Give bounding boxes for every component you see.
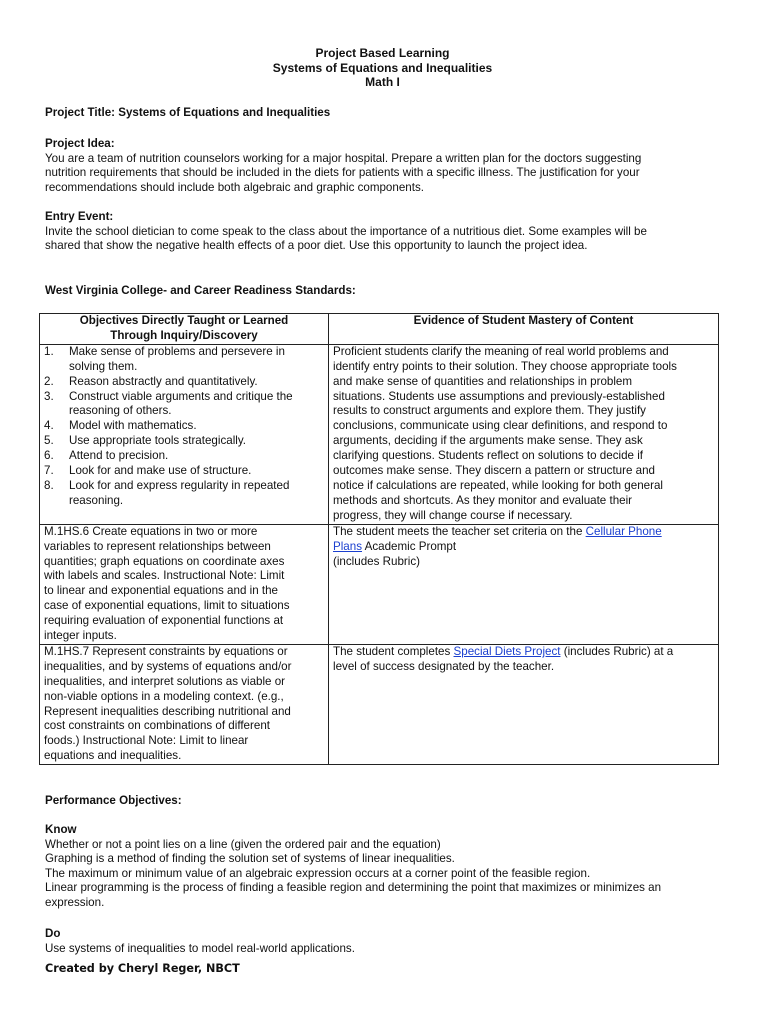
know-section [45,823,720,911]
list-item [44,449,324,464]
evidence-column-header [329,314,719,345]
item-text: Attend to precision. [69,449,169,463]
evidence-line: outcomes make sense. They discern a pattern or structure and [333,464,655,478]
evidence-text: The student meets the teacher set criteria on the [333,524,586,538]
evidence-cell [329,644,719,764]
evidence-line: conclusions, communicate using clear definitions, and respond to [333,419,668,433]
evidence-line: methods and shortcuts. As they monitor and evaluate their [333,493,633,507]
do-section [45,927,720,956]
header-text: Through Inquiry/Discovery [110,328,258,342]
performance-objectives-heading: Performance Objectives: [45,794,182,807]
objective-line: to linear and exponential equations and in the [44,584,278,598]
objective-line: inequalities, and interpret solutions as viable or [44,674,286,688]
list-item [44,479,324,509]
list-item [44,434,324,449]
item-number: 2. [44,374,54,388]
standards-table [39,313,719,765]
document-header [45,46,720,90]
evidence-line: and make sense of quantities and relationships in problem [333,374,633,388]
practice-standards-list [44,345,324,509]
item-text: Make sense of problems and persevere in [69,344,285,358]
entry-event-heading: Entry Event: [45,210,114,223]
evidence-line [333,525,714,540]
item-number: 4. [44,419,54,433]
item-number: 5. [44,434,54,448]
project-title: Project Title: Systems of Equations and Inequalities [45,106,331,119]
objective-line: inequalities, and by systems of equations and/or [44,659,292,673]
objective-line: with labels and scales. Instructional Note: Limit [44,569,285,583]
item-number: 6. [44,449,54,463]
table-row [40,524,719,644]
evidence-line: clarifying questions. Students reflect on solutions to decide if [333,449,643,463]
standards-heading: West Virginia College- and Career Readiness Standards: [45,284,356,297]
item-text: reasoning. [69,493,124,507]
item-number: 7. [44,464,54,478]
objective-line: Represent inequalities describing nutritional and [44,704,291,718]
objective-line: non-viable options in a modeling context. (e.g., [44,689,284,703]
objectives-cell [40,524,329,644]
list-item [44,419,324,434]
item-text: Look for and make use of structure. [69,464,252,478]
objective-line: M.1HS.6 Create equations in two or more [44,524,258,538]
evidence-line: notice if calculations are repeated, while looking for both general [333,478,663,492]
list-item [44,345,324,375]
evidence-line: identify entry points to their solution. They choose appropriate tools [333,359,677,373]
cellular-phone-plans-link-continued[interactable]: Plans [333,539,363,553]
evidence-line [333,645,714,660]
evidence-cell [329,524,719,644]
table-row [40,344,719,524]
evidence-cell [329,344,719,524]
evidence-line [333,540,714,555]
header-line-3: Math I [365,75,400,90]
evidence-line: Proficient students clarify the meaning of real world problems and [333,344,669,358]
item-text: Look for and express regularity in repeated [69,478,290,492]
item-number: 1. [44,344,54,358]
evidence-line: progress, they will change course if necessary. [333,508,573,522]
know-line: Graphing is a method of finding the solution set of systems of linear inequalities. [45,852,455,866]
project-idea-line: nutrition requirements that should be included in the diets for patients with a specific illness. The justification for your [45,166,640,180]
objective-line: M.1HS.7 Represent constraints by equations or [44,644,288,658]
evidence-line: (includes Rubric) [333,554,420,568]
special-diets-project-link[interactable]: Special Diets Project [453,644,561,658]
objective-line: quantities; graph equations on coordinate axes [44,554,285,568]
project-idea-section [45,137,720,195]
evidence-line: arguments, deciding if the arguments make sense. They ask [333,434,643,448]
header-line-1: Project Based Learning [315,46,450,60]
header-text: Objectives Directly Taught or Learned [79,314,289,327]
author-signature: Created by Cheryl Reger, NBCT [45,962,240,975]
evidence-text: (includes Rubric) at a [560,644,674,658]
item-text: Construct viable arguments and critique the [69,389,293,403]
project-idea-line: recommendations should include both algebraic and graphic components. [45,180,424,194]
entry-event-section [45,210,720,254]
do-heading: Do [45,927,61,940]
objective-line: integer inputs. [44,629,117,643]
objective-line: equations and inequalities. [44,749,182,763]
evidence-text: Academic Prompt [362,539,457,553]
objective-line: requiring evaluation of exponential functions at [44,614,284,628]
list-item [44,375,324,390]
project-idea-heading: Project Idea: [45,137,115,150]
table-header-row [40,314,719,345]
objective-line: variables to represent relationships between [44,539,271,553]
objectives-cell [40,644,329,764]
evidence-line: results to construct arguments and explore them. They justify [333,404,646,418]
item-text: solving them. [69,359,138,373]
evidence-line: level of success designated by the teacher. [333,659,555,673]
know-line: The maximum or minimum value of an algebraic expression occurs at a corner point of the feasible region. [45,866,591,880]
do-line: Use systems of inequalities to model real-world applications. [45,941,355,955]
item-text: reasoning of others. [69,404,172,418]
know-heading: Know [45,823,77,836]
item-text: Use appropriate tools strategically. [69,434,246,448]
list-item [44,464,324,479]
know-line: expression. [45,895,105,909]
item-text: Reason abstractly and quantitatively. [69,374,258,388]
objective-line: foods.) Instructional Note: Limit to linear [44,734,249,748]
item-number: 3. [44,389,54,403]
know-line: Whether or not a point lies on a line (given the ordered pair and the equation) [45,837,441,851]
objectives-column-header [40,314,329,345]
header-text: Evidence of Student Mastery of Content [413,314,634,327]
objective-line: cost constraints on combinations of different [44,719,270,733]
item-number: 8. [44,478,54,492]
know-line: Linear programming is the process of finding a feasible region and determining the point that maximizes or minimizes an [45,881,662,895]
evidence-text: The student completes [333,644,454,658]
list-item [44,390,324,420]
table-row [40,644,719,764]
objectives-cell [40,344,329,524]
objective-line: case of exponential equations, limit to situations [44,599,290,613]
header-line-2: Systems of Equations and Inequalities [272,60,493,75]
item-text: Model with mathematics. [69,419,197,433]
cellular-phone-plans-link[interactable]: Cellular Phone [585,524,662,538]
evidence-line: situations. Students use assumptions and previously-established [333,389,665,403]
entry-event-line: shared that show the negative health effects of a poor diet. Use this opportunity to launch the project idea. [45,239,588,253]
entry-event-line: Invite the school dietician to come speak to the class about the importance of a nutritious diet. Some examples will be [45,224,647,238]
project-idea-line: You are a team of nutrition counselors working for a major hospital. Prepare a written plan for the doctors suggesting [45,151,642,165]
